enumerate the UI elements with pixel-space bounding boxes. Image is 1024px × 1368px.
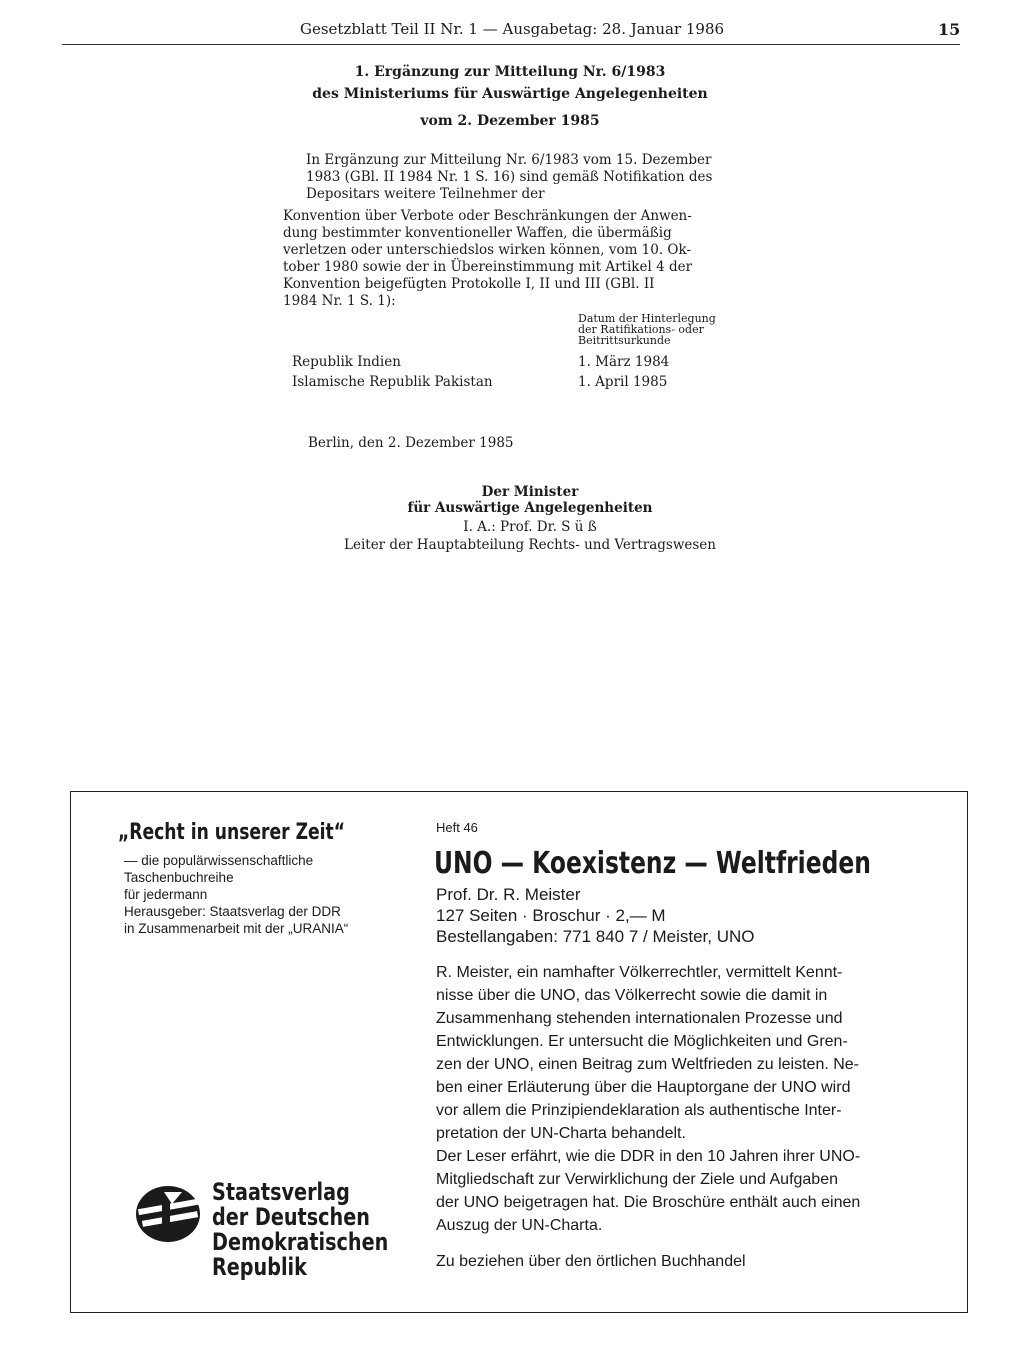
series-line: für jedermann (124, 887, 208, 902)
book-title: UNO — Koexistenz — Weltfrieden (434, 846, 871, 881)
description-line: pretation der UN-Charta behandelt. (436, 1125, 686, 1142)
intro-line: In Ergänzung zur Mitteilung Nr. 6/1983 vom 15. Dezember (306, 152, 712, 168)
publisher-name (212, 1180, 388, 1280)
book-description (436, 961, 860, 1237)
description-line: Mitgliedschaft zur Verwirklichung der Ziele und Aufgaben (436, 1171, 838, 1188)
convention-line: dung bestimmter konventioneller Waffen, die übermäßig (283, 225, 672, 241)
signature-ministry: für Auswärtige Angelegenheiten (407, 500, 653, 516)
column-header-line: Beitrittsurkunde (578, 334, 671, 347)
running-header: Gesetzblatt Teil II Nr. 1 — Ausgabetag: 28. Januar 1986 (300, 20, 725, 38)
page-number: 15 (938, 20, 961, 39)
book-info (436, 884, 754, 947)
signature-name: I. A.: Prof. Dr. S ü ß (463, 519, 597, 535)
description-line: der UNO beigetragen hat. Die Broschüre enthält auch einen (436, 1194, 861, 1211)
signature-title: Der Minister (481, 484, 579, 500)
notice-date: vom 2. Dezember 1985 (420, 113, 600, 129)
description-line: Entwicklungen. Er untersucht die Möglichkeiten und Gren- (436, 1033, 848, 1050)
publisher-line: Demokratischen (212, 1228, 389, 1256)
publisher-line: der Deutschen (212, 1203, 370, 1231)
table-row-country: Republik Indien (292, 354, 401, 370)
signature-position: Leiter der Hauptabteilung Rechts- und Vertragswesen (344, 537, 716, 553)
description-line: Zusammenhang stehenden internationalen Prozesse und (436, 1010, 843, 1027)
convention-line: tober 1980 sowie der in Übereinstimmung mit Artikel 4 der (283, 259, 693, 275)
series-line: — die populärwissenschaftliche (124, 853, 314, 868)
notice-title-line1: 1. Ergänzung zur Mitteilung Nr. 6/1983 (354, 64, 666, 80)
description-line: vor allem die Prinzipiendeklaration als authentische Inter- (436, 1102, 842, 1119)
series-title: „Recht in unserer Zeit“ (118, 820, 346, 845)
book-details: 127 Seiten · Broschur · 2,— M (436, 906, 666, 925)
column-header-line: der Ratifikations- oder (578, 323, 704, 336)
convention-paragraph (283, 208, 733, 310)
publisher-line: Republik (212, 1253, 307, 1281)
table-row-date: 1. April 1985 (578, 374, 668, 390)
intro-line: 1983 (GBl. II 1984 Nr. 1 S. 16) sind gemäß Notifikation des (306, 169, 713, 185)
convention-line: verletzen oder unterschiedslos wirken können, vom 10. Ok- (283, 242, 691, 258)
deposit-column-header (578, 313, 716, 346)
header-rule (62, 44, 960, 45)
series-description (124, 852, 348, 937)
intro-line: Depositars weitere Teilnehmer der (306, 186, 545, 202)
publisher-line: Staatsverlag (212, 1178, 350, 1206)
series-line: Taschenbuchreihe (124, 870, 234, 885)
table-row-date: 1. März 1984 (578, 354, 670, 370)
description-line: zen der UNO, einen Beitrag zum Weltfrieden zu leisten. Ne- (436, 1056, 860, 1073)
column-header-line: Datum der Hinterlegung (578, 312, 716, 325)
table-row-country: Islamische Republik Pakistan (292, 374, 493, 390)
convention-line: Konvention über Verbote oder Beschränkungen der Anwen- (283, 208, 692, 224)
notice-title-line2: des Ministeriums für Auswärtige Angelegenheiten (312, 86, 708, 102)
place-date: Berlin, den 2. Dezember 1985 (308, 435, 514, 451)
publisher-logo-icon (132, 1182, 204, 1246)
description-line: Auszug der UN-Charta. (436, 1217, 603, 1234)
intro-paragraph (306, 152, 730, 203)
convention-line: Konvention beigefügten Protokolle I, II und III (GBl. II (283, 276, 655, 292)
description-line: Der Leser erfährt, wie die DDR in den 10 Jahren ihrer UNO- (436, 1148, 861, 1165)
issue-number: Heft 46 (436, 820, 478, 835)
series-line: in Zusammenarbeit mit der „URANIA“ (124, 921, 349, 936)
description-line: R. Meister, ein namhafter Völkerrechtler, vermittelt Kennt- (436, 964, 843, 981)
series-line: Herausgeber: Staatsverlag der DDR (124, 904, 341, 919)
availability-note: Zu beziehen über den örtlichen Buchhandel (436, 1253, 746, 1270)
description-line: nisse über die UNO, das Völkerrecht sowie die damit in (436, 987, 828, 1004)
book-order-info: Bestellangaben: 771 840 7 / Meister, UNO (436, 927, 755, 946)
convention-line: 1984 Nr. 1 S. 1): (283, 293, 396, 309)
description-line: ben einer Erläuterung über die Hauptorgane der UNO wird (436, 1079, 851, 1096)
book-author: Prof. Dr. R. Meister (436, 885, 581, 904)
